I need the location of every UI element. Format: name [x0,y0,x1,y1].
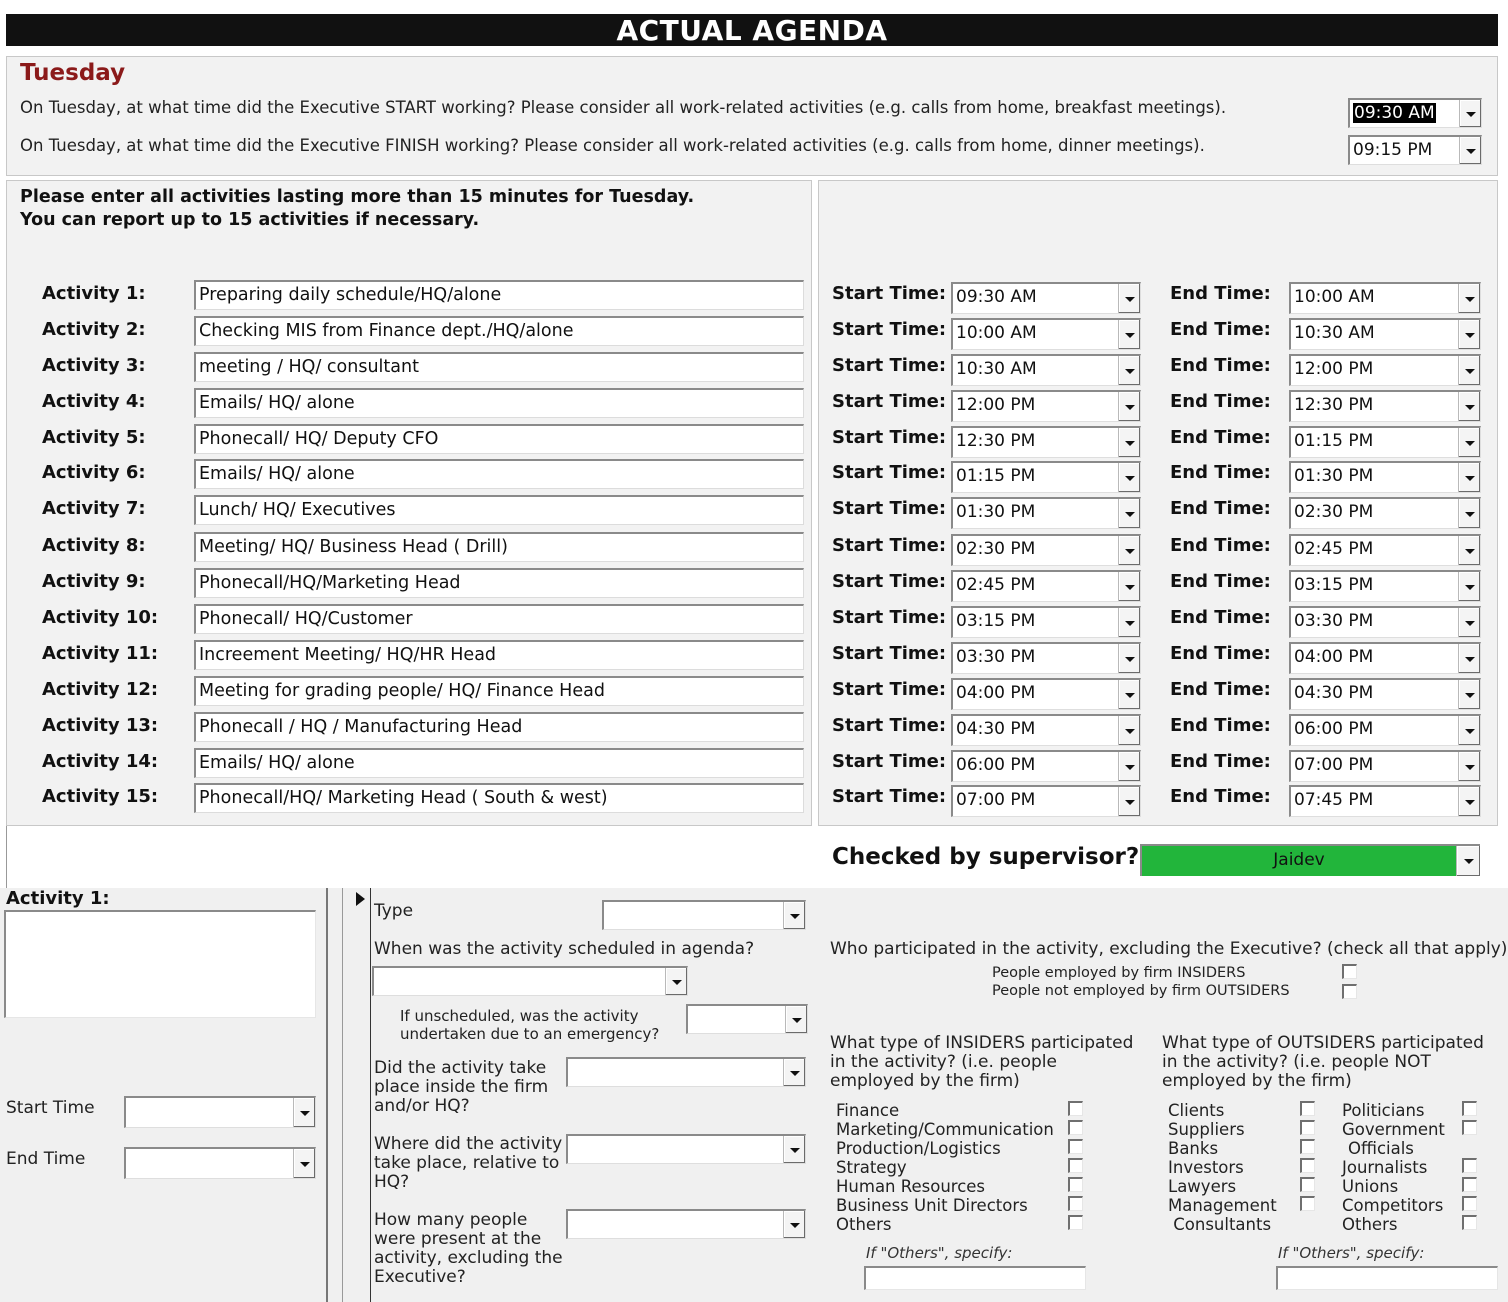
activity-label: Activity 15: [42,786,159,807]
start-time-dropdown[interactable] [951,318,1141,350]
insider-type-checkbox[interactable] [1068,1177,1083,1192]
outsider-type-checkbox[interactable] [1300,1177,1315,1192]
start-time-label: Start Time: [832,751,947,772]
insider-type-label: Business Unit Directors [836,1196,1028,1215]
end-time-label: End Time: [1170,355,1271,376]
outsider-type-label: Management [1168,1196,1277,1215]
inside-question-line-2: place inside the firm [374,1077,549,1097]
end-time-dropdown-value: 02:30 PM [1294,502,1374,522]
chevron-down-icon[interactable] [1118,644,1140,673]
start-time-label: Start Time: [832,427,947,448]
end-time-dropdown[interactable] [1289,785,1481,817]
outsider-type-label: Suppliers [1168,1120,1245,1139]
day-start-time-value: 09:30 AM [1354,103,1435,123]
end-time-dropdown[interactable] [1289,606,1481,638]
start-question: On Tuesday, at what time did the Executive START working? Please consider all work-related activities (e.g. calls from home, breakfast meetings). [20,98,1227,117]
start-time-dropdown-value: 01:15 PM [956,466,1036,486]
end-time-dropdown-value: 01:15 PM [1294,431,1374,451]
insiders-checkbox[interactable] [1342,964,1357,979]
start-time-label: Start Time: [832,643,947,664]
chevron-down-icon[interactable] [1458,499,1480,528]
insider-type-label: Marketing/Communication [836,1120,1054,1139]
chevron-down-icon[interactable] [1458,644,1480,673]
insider-type-checkbox[interactable] [1068,1120,1083,1135]
start-time-dropdown-value: 02:45 PM [956,575,1036,595]
start-time-label: Start Time: [832,498,947,519]
page-title: ACTUAL AGENDA [6,14,1498,46]
chevron-down-icon[interactable] [1458,428,1480,457]
end-time-dropdown-value: 12:00 PM [1294,359,1374,379]
activity-label: Activity 12: [42,679,159,700]
insider-type-checkbox[interactable] [1068,1139,1083,1154]
people-dropdown[interactable] [566,1209,806,1239]
day-title: Tuesday [20,60,126,86]
chevron-down-icon[interactable] [1458,572,1480,601]
people-question-line-4: Executive? [374,1267,466,1287]
outsider-type-label: Consultants [1168,1215,1272,1234]
chevron-down-icon[interactable] [1458,284,1480,313]
outsiders-type-question [1162,1034,1484,1091]
insider-type-label: Human Resources [836,1177,986,1196]
activity-label: Activity 1: [42,283,146,304]
type-label: Type [374,901,414,921]
end-time-dropdown-value: 04:00 PM [1294,647,1374,667]
activity-label: Activity 14: [42,751,159,772]
people-question-line-3: activity, excluding the [374,1248,563,1268]
insider-type-label: Finance [836,1101,900,1120]
where-question [374,1135,562,1192]
instructions-line-2: You can report up to 15 activities if necessary. [20,210,480,230]
instructions [20,186,694,232]
people-question-line-2: were present at the [374,1229,542,1249]
outsiders-type-question-line-2: in the activity? (i.e. people NOT [1162,1052,1431,1072]
end-time-label: End Time: [1170,751,1271,772]
supervisor-label: Checked by supervisor? [832,844,1140,870]
end-time-dropdown[interactable] [1289,282,1481,314]
activity-description-input[interactable]: Phonecall/ HQ/ Deputy CFO [194,424,804,454]
type-dropdown[interactable] [602,900,806,930]
record-selector-icon[interactable] [356,892,365,906]
insider-type-checkbox[interactable] [1068,1215,1083,1230]
chevron-down-icon[interactable] [1118,428,1140,457]
end-time-label: End Time: [1170,786,1271,807]
insider-type-checkbox[interactable] [1068,1101,1083,1116]
insider-type-label: Others [836,1215,892,1234]
chevron-down-icon[interactable] [1118,787,1140,816]
inside-question [374,1059,548,1116]
start-time-label: Start Time: [832,786,947,807]
end-time-dropdown[interactable] [1289,570,1481,602]
end-time-dropdown[interactable] [1289,390,1481,422]
start-time-dropdown[interactable] [951,426,1141,458]
inside-question-line-1: Did the activity take [374,1058,547,1078]
outsider-type-checkbox[interactable] [1462,1196,1477,1211]
chevron-down-icon[interactable] [665,968,687,995]
chevron-down-icon[interactable] [1118,320,1140,349]
insider-type-label: Production/Logistics [836,1139,1001,1158]
day-finish-time-value: 09:15 PM [1353,140,1433,160]
insider-type-checkbox[interactable] [1068,1158,1083,1173]
end-time-dropdown-value: 06:00 PM [1294,719,1374,739]
outsider-type-label: Lawyers [1168,1177,1237,1196]
start-time-dropdown-value: 01:30 PM [956,502,1036,522]
activity-label: Activity 11: [42,643,159,664]
detail-end-dropdown[interactable] [124,1147,316,1179]
activity-description-input[interactable]: Phonecall/ HQ/Customer [194,604,804,634]
outsider-type-label: Officials [1348,1139,1414,1158]
detail-start-dropdown[interactable] [124,1096,316,1128]
activity-description-input[interactable]: Emails/ HQ/ alone [194,748,804,778]
chevron-down-icon[interactable] [783,1059,805,1086]
insider-type-label: Strategy [836,1158,907,1177]
outsiders-type-question-line-3: employed by the firm) [1162,1071,1352,1091]
outsiders-type-question-line-1: What type of OUTSIDERS participated [1162,1033,1484,1053]
chevron-down-icon[interactable] [1118,536,1140,565]
activity-label: Activity 4: [42,391,146,412]
start-time-dropdown-value: 03:15 PM [956,611,1036,631]
finish-question: On Tuesday, at what time did the Executive FINISH working? Please consider all work-related activities (e.g. calls from home, dinner meetings). [20,136,1205,155]
emergency-question-line-1: If unscheduled, was the activity [400,1007,639,1025]
detail-end-label: End Time [6,1149,86,1169]
activity-description-input[interactable]: Meeting for grading people/ HQ/ Finance Head [194,676,804,706]
chevron-down-icon[interactable] [1118,463,1140,492]
people-question [374,1211,563,1287]
detail-start-label: Start Time [6,1098,95,1118]
end-time-dropdown[interactable] [1289,642,1481,674]
chevron-down-icon[interactable] [1458,752,1480,781]
chevron-down-icon[interactable] [1456,846,1480,876]
supervisor-dropdown[interactable] [1140,844,1480,876]
end-time-dropdown-value: 03:15 PM [1294,575,1374,595]
end-time-label: End Time: [1170,679,1271,700]
divider [370,888,371,1302]
end-time-dropdown[interactable] [1289,534,1481,566]
outsiders-checkbox[interactable] [1342,984,1357,999]
end-time-label: End Time: [1170,498,1271,519]
chevron-down-icon[interactable] [1118,752,1140,781]
divider [6,826,7,888]
chevron-down-icon[interactable] [293,1098,315,1127]
outsider-type-label: Government [1342,1120,1445,1139]
chevron-down-icon[interactable] [783,1211,805,1238]
insider-type-checkbox[interactable] [1068,1196,1083,1211]
start-time-label: Start Time: [832,355,947,376]
end-time-label: End Time: [1170,319,1271,340]
start-time-dropdown[interactable] [951,750,1141,782]
activity-label: Activity 9: [42,571,146,592]
where-question-line-2: take place, relative to [374,1153,560,1173]
scheduled-dropdown[interactable] [372,966,688,996]
end-time-dropdown[interactable] [1289,318,1481,350]
start-time-dropdown[interactable] [951,461,1141,493]
chevron-down-icon[interactable] [1118,392,1140,421]
start-time-dropdown-value: 06:00 PM [956,755,1036,775]
start-time-dropdown-value: 04:00 PM [956,683,1036,703]
end-time-dropdown[interactable] [1289,461,1481,493]
chevron-down-icon[interactable] [1458,463,1480,492]
end-time-label: End Time: [1170,571,1271,592]
activity-description-input[interactable]: Lunch/ HQ/ Executives [194,495,804,525]
start-time-label: Start Time: [832,462,947,483]
activity-label: Activity 8: [42,535,146,556]
start-time-dropdown-value: 04:30 PM [956,719,1036,739]
chevron-down-icon[interactable] [1458,356,1480,385]
day-finish-time-dropdown[interactable] [1348,135,1482,165]
start-time-label: Start Time: [832,535,947,556]
activity-description-input[interactable]: Emails/ HQ/ alone [194,459,804,489]
insiders-specify-label: If "Others", specify: [866,1244,1013,1262]
detail-activity-textarea[interactable] [4,910,316,1018]
start-time-dropdown-value: 02:30 PM [956,539,1036,559]
end-time-dropdown[interactable] [1289,678,1481,710]
start-time-dropdown-value: 03:30 PM [956,647,1036,667]
scheduled-question: When was the activity scheduled in agenda? [374,939,755,959]
start-time-label: Start Time: [832,283,947,304]
start-time-dropdown[interactable] [951,354,1141,386]
start-time-label: Start Time: [832,607,947,628]
start-time-label: Start Time: [832,391,947,412]
activity-label: Activity 7: [42,498,146,519]
outsider-type-label: Journalists [1342,1158,1428,1177]
end-time-dropdown[interactable] [1289,714,1481,746]
activity-description-input[interactable]: Emails/ HQ/ alone [194,388,804,418]
outsider-type-checkbox[interactable] [1462,1215,1477,1230]
start-time-label: Start Time: [832,319,947,340]
outsider-type-checkbox[interactable] [1300,1139,1315,1154]
outsider-type-checkbox[interactable] [1462,1120,1477,1135]
inside-dropdown[interactable] [566,1057,806,1087]
detail-activity-label: Activity 1: [6,888,110,909]
end-time-label: End Time: [1170,715,1271,736]
activity-label: Activity 5: [42,427,146,448]
start-time-label: Start Time: [832,715,947,736]
end-time-dropdown-value: 03:30 PM [1294,611,1374,631]
start-time-dropdown[interactable] [951,390,1141,422]
activity-label: Activity 13: [42,715,159,736]
instructions-line-1: Please enter all activities lasting more than 15 minutes for Tuesday. [20,187,695,207]
where-question-line-1: Where did the activity [374,1134,563,1154]
outsider-type-label: Unions [1342,1177,1399,1196]
start-time-dropdown[interactable] [951,497,1141,529]
start-time-label: Start Time: [832,571,947,592]
where-dropdown[interactable] [566,1134,806,1164]
chevron-down-icon[interactable] [1118,680,1140,709]
start-time-dropdown-value: 12:30 PM [956,431,1036,451]
chevron-down-icon[interactable] [785,1006,807,1033]
end-time-dropdown-value: 04:30 PM [1294,683,1374,703]
end-time-label: End Time: [1170,643,1271,664]
outsiders-specify-input[interactable] [1276,1266,1498,1290]
start-time-dropdown-value: 09:30 AM [956,287,1037,307]
end-time-dropdown[interactable] [1289,497,1481,529]
end-time-label: End Time: [1170,462,1271,483]
start-time-dropdown[interactable] [951,678,1141,710]
end-time-dropdown-value: 02:45 PM [1294,539,1374,559]
divider [326,888,328,1302]
chevron-down-icon[interactable] [1458,680,1480,709]
outsiders-option-label: People not employed by firm OUTSIDERS [992,983,1290,999]
activity-description-input[interactable]: Phonecall / HQ / Manufacturing Head [194,712,804,742]
activity-description-input[interactable]: meeting / HQ/ consultant [194,352,804,382]
start-time-dropdown[interactable] [951,714,1141,746]
end-time-label: End Time: [1170,607,1271,628]
activity-description-input[interactable]: Phonecall/HQ/ Marketing Head ( South & west) [194,783,804,813]
end-time-label: End Time: [1170,535,1271,556]
outsider-type-checkbox[interactable] [1300,1101,1315,1116]
outsider-type-checkbox[interactable] [1462,1158,1477,1173]
insiders-option-label: People employed by firm INSIDERS [992,965,1246,981]
start-time-dropdown[interactable] [951,282,1141,314]
end-time-dropdown-value: 07:00 PM [1294,755,1374,775]
insiders-type-question-line-3: employed by the firm) [830,1071,1020,1091]
chevron-down-icon[interactable] [293,1149,315,1178]
end-time-label: End Time: [1170,427,1271,448]
start-time-dropdown-value: 12:00 PM [956,395,1036,415]
outsider-type-checkbox[interactable] [1300,1196,1315,1211]
activity-label: Activity 6: [42,462,146,483]
end-time-dropdown[interactable] [1289,354,1481,386]
emergency-question-line-2: undertaken due to an emergency? [400,1025,660,1043]
chevron-down-icon[interactable] [1458,716,1480,745]
end-time-dropdown-value: 10:30 AM [1294,323,1375,343]
chevron-down-icon[interactable] [1458,392,1480,421]
end-time-label: End Time: [1170,283,1271,304]
chevron-down-icon[interactable] [783,902,805,929]
start-time-dropdown-value: 07:00 PM [956,790,1036,810]
activity-description-input[interactable]: Meeting/ HQ/ Business Head ( Drill) [194,532,804,562]
activity-description-input[interactable]: Preparing daily schedule/HQ/alone [194,280,804,310]
end-time-dropdown-value: 07:45 PM [1294,790,1374,810]
chevron-down-icon[interactable] [1458,787,1480,816]
where-question-line-3: HQ? [374,1172,410,1192]
outsider-type-checkbox[interactable] [1462,1101,1477,1116]
chevron-down-icon[interactable] [1459,100,1481,127]
start-time-dropdown[interactable] [951,606,1141,638]
chevron-down-icon[interactable] [1118,284,1140,313]
chevron-down-icon[interactable] [1118,608,1140,637]
emergency-dropdown[interactable] [686,1004,808,1034]
outsider-type-label: Banks [1168,1139,1219,1158]
outsider-type-label: Competitors [1342,1196,1444,1215]
chevron-down-icon[interactable] [1458,608,1480,637]
outsider-type-checkbox[interactable] [1300,1120,1315,1135]
chevron-down-icon[interactable] [783,1136,805,1163]
insiders-type-question-line-1: What type of INSIDERS participated [830,1033,1134,1053]
activity-label: Activity 2: [42,319,146,340]
emergency-question [400,1007,659,1043]
start-time-dropdown[interactable] [951,570,1141,602]
start-time-label: Start Time: [832,679,947,700]
end-time-dropdown[interactable] [1289,426,1481,458]
activity-label: Activity 3: [42,355,146,376]
insiders-specify-input[interactable] [864,1266,1086,1290]
start-time-dropdown[interactable] [951,534,1141,566]
end-time-label: End Time: [1170,391,1271,412]
outsider-type-label: Politicians [1342,1101,1425,1120]
chevron-down-icon[interactable] [1458,536,1480,565]
end-time-dropdown-value: 10:00 AM [1294,287,1375,307]
outsider-type-checkbox[interactable] [1462,1177,1477,1192]
start-time-dropdown[interactable] [951,785,1141,817]
outsider-type-label: Investors [1168,1158,1244,1177]
chevron-down-icon[interactable] [1118,716,1140,745]
inside-question-line-3: and/or HQ? [374,1096,470,1116]
outsider-type-checkbox[interactable] [1300,1158,1315,1173]
participants-question: Who participated in the activity, excluding the Executive? (check all that apply) [830,939,1508,959]
chevron-down-icon[interactable] [1118,572,1140,601]
end-time-dropdown-value: 12:30 PM [1294,395,1374,415]
divider [342,888,343,1302]
start-time-dropdown-value: 10:00 AM [956,323,1037,343]
insiders-type-question-line-2: in the activity? (i.e. people [830,1052,1057,1072]
start-time-dropdown-value: 10:30 AM [956,359,1037,379]
chevron-down-icon[interactable] [1459,137,1481,164]
activity-description-input[interactable]: Checking MIS from Finance dept./HQ/alone [194,316,804,346]
day-start-time-dropdown[interactable] [1348,98,1482,128]
chevron-down-icon[interactable] [1118,499,1140,528]
people-question-line-1: How many people [374,1210,528,1230]
activity-description-input[interactable]: Increement Meeting/ HQ/HR Head [194,640,804,670]
outsiders-specify-label: If "Others", specify: [1278,1244,1425,1262]
supervisor-value: Jaidev [1273,850,1325,870]
activity-description-input[interactable]: Phonecall/HQ/Marketing Head [194,568,804,598]
activity-label: Activity 10: [42,607,159,628]
insiders-type-question [830,1034,1133,1091]
outsider-type-label: Others [1342,1215,1398,1234]
end-time-dropdown-value: 01:30 PM [1294,466,1374,486]
end-time-dropdown[interactable] [1289,750,1481,782]
outsider-type-label: Clients [1168,1101,1225,1120]
start-time-dropdown[interactable] [951,642,1141,674]
chevron-down-icon[interactable] [1458,320,1480,349]
chevron-down-icon[interactable] [1118,356,1140,385]
